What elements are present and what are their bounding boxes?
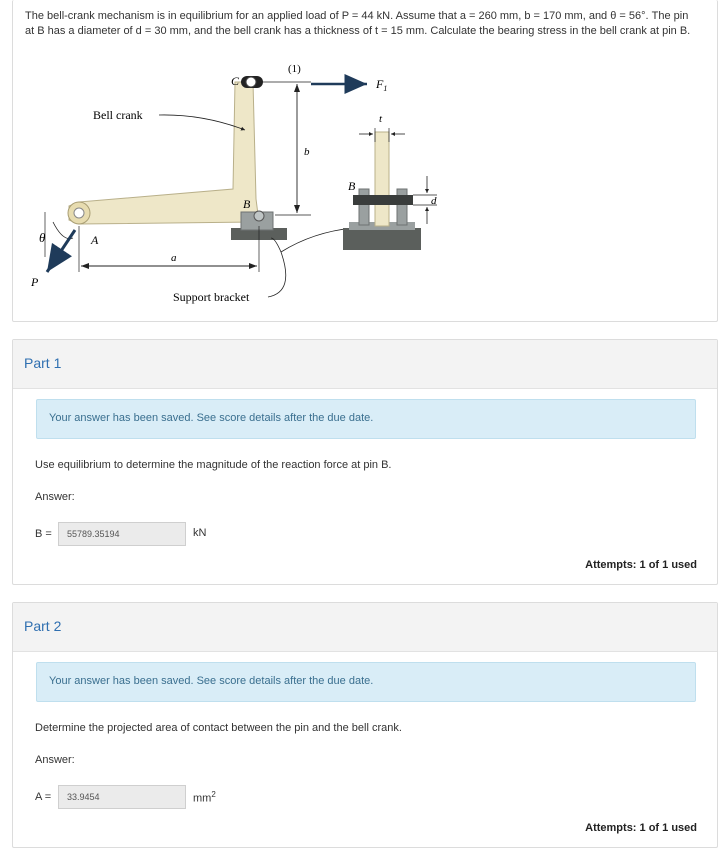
label-link-1: (1) bbox=[288, 63, 301, 75]
part-1-answer-label: Answer: bbox=[35, 491, 75, 503]
label-b-pin: B bbox=[243, 197, 251, 211]
label-support-bracket: Support bracket bbox=[173, 290, 250, 304]
part-1-unit: kN bbox=[193, 527, 207, 539]
part-1-title: Part 1 bbox=[24, 355, 62, 371]
label-a-dimension: a bbox=[171, 252, 177, 264]
part-1-saved-banner bbox=[36, 399, 696, 439]
part-2-answer-label: Answer: bbox=[35, 754, 75, 766]
part-1-attempts: Attempts: 1 of 1 used bbox=[585, 559, 697, 571]
pin-b bbox=[254, 211, 264, 221]
label-b-side: B bbox=[348, 179, 356, 193]
part-2-saved-banner bbox=[36, 662, 696, 702]
part-2-answer-input[interactable] bbox=[58, 785, 186, 809]
label-bell-crank: Bell crank bbox=[93, 108, 143, 122]
part-1-saved-message: Your answer has been saved. See score details after the due date. bbox=[49, 412, 374, 424]
label-theta: θ bbox=[39, 230, 46, 245]
label-a-pin: A bbox=[91, 233, 99, 247]
bell-crank-figure bbox=[13, 52, 713, 317]
label-f1: $F_1$ bbox=[376, 77, 388, 93]
side-view-crank bbox=[375, 132, 389, 226]
part-2-unit bbox=[193, 790, 216, 805]
part-2-header bbox=[13, 603, 717, 652]
label-t: t bbox=[379, 113, 383, 125]
part-2-unit-exponent: 2 bbox=[211, 790, 216, 799]
side-view-base bbox=[343, 228, 421, 250]
part-2-card bbox=[12, 602, 718, 848]
part-2-variable-label: A = bbox=[35, 791, 52, 803]
part-2-title: Part 2 bbox=[24, 618, 62, 634]
part-2-saved-message: Your answer has been saved. See score details after the due date. bbox=[49, 675, 374, 687]
part-1-header bbox=[13, 340, 717, 389]
label-c: C bbox=[231, 74, 240, 88]
part-1-card bbox=[12, 339, 718, 585]
part-2-unit-base: mm bbox=[193, 792, 212, 805]
statement-line-1: The bell-crank mechanism is in equilibrium for an applied load of P = 44 kN. Assume that a = 260 mm, b = 170 mm, and θ = 56°. The pin bbox=[25, 10, 689, 22]
label-p: P bbox=[31, 275, 39, 289]
part-2-attempts: Attempts: 1 of 1 used bbox=[585, 822, 697, 834]
side-view-pin bbox=[353, 195, 413, 205]
statement-line-2: at B has a diameter of d = 30 mm, and the bell crank has a thickness of t = 15 mm. Calculate the bearing stress in the bell crank at pin B. bbox=[25, 25, 691, 37]
pin-c bbox=[246, 77, 256, 87]
label-d: d bbox=[431, 195, 437, 207]
part-1-variable-label: B = bbox=[35, 528, 52, 540]
bell-crank-body bbox=[69, 82, 259, 224]
part-1-prompt: Use equilibrium to determine the magnitude of the reaction force at pin B. bbox=[35, 459, 392, 471]
problem-statement bbox=[25, 9, 715, 39]
problem-card bbox=[12, 0, 718, 322]
part-1-answer-input[interactable] bbox=[58, 522, 186, 546]
part-2-prompt: Determine the projected area of contact between the pin and the bell crank. bbox=[35, 722, 402, 734]
label-b-dimension: b bbox=[304, 146, 310, 158]
load-p-arrow bbox=[47, 230, 75, 272]
